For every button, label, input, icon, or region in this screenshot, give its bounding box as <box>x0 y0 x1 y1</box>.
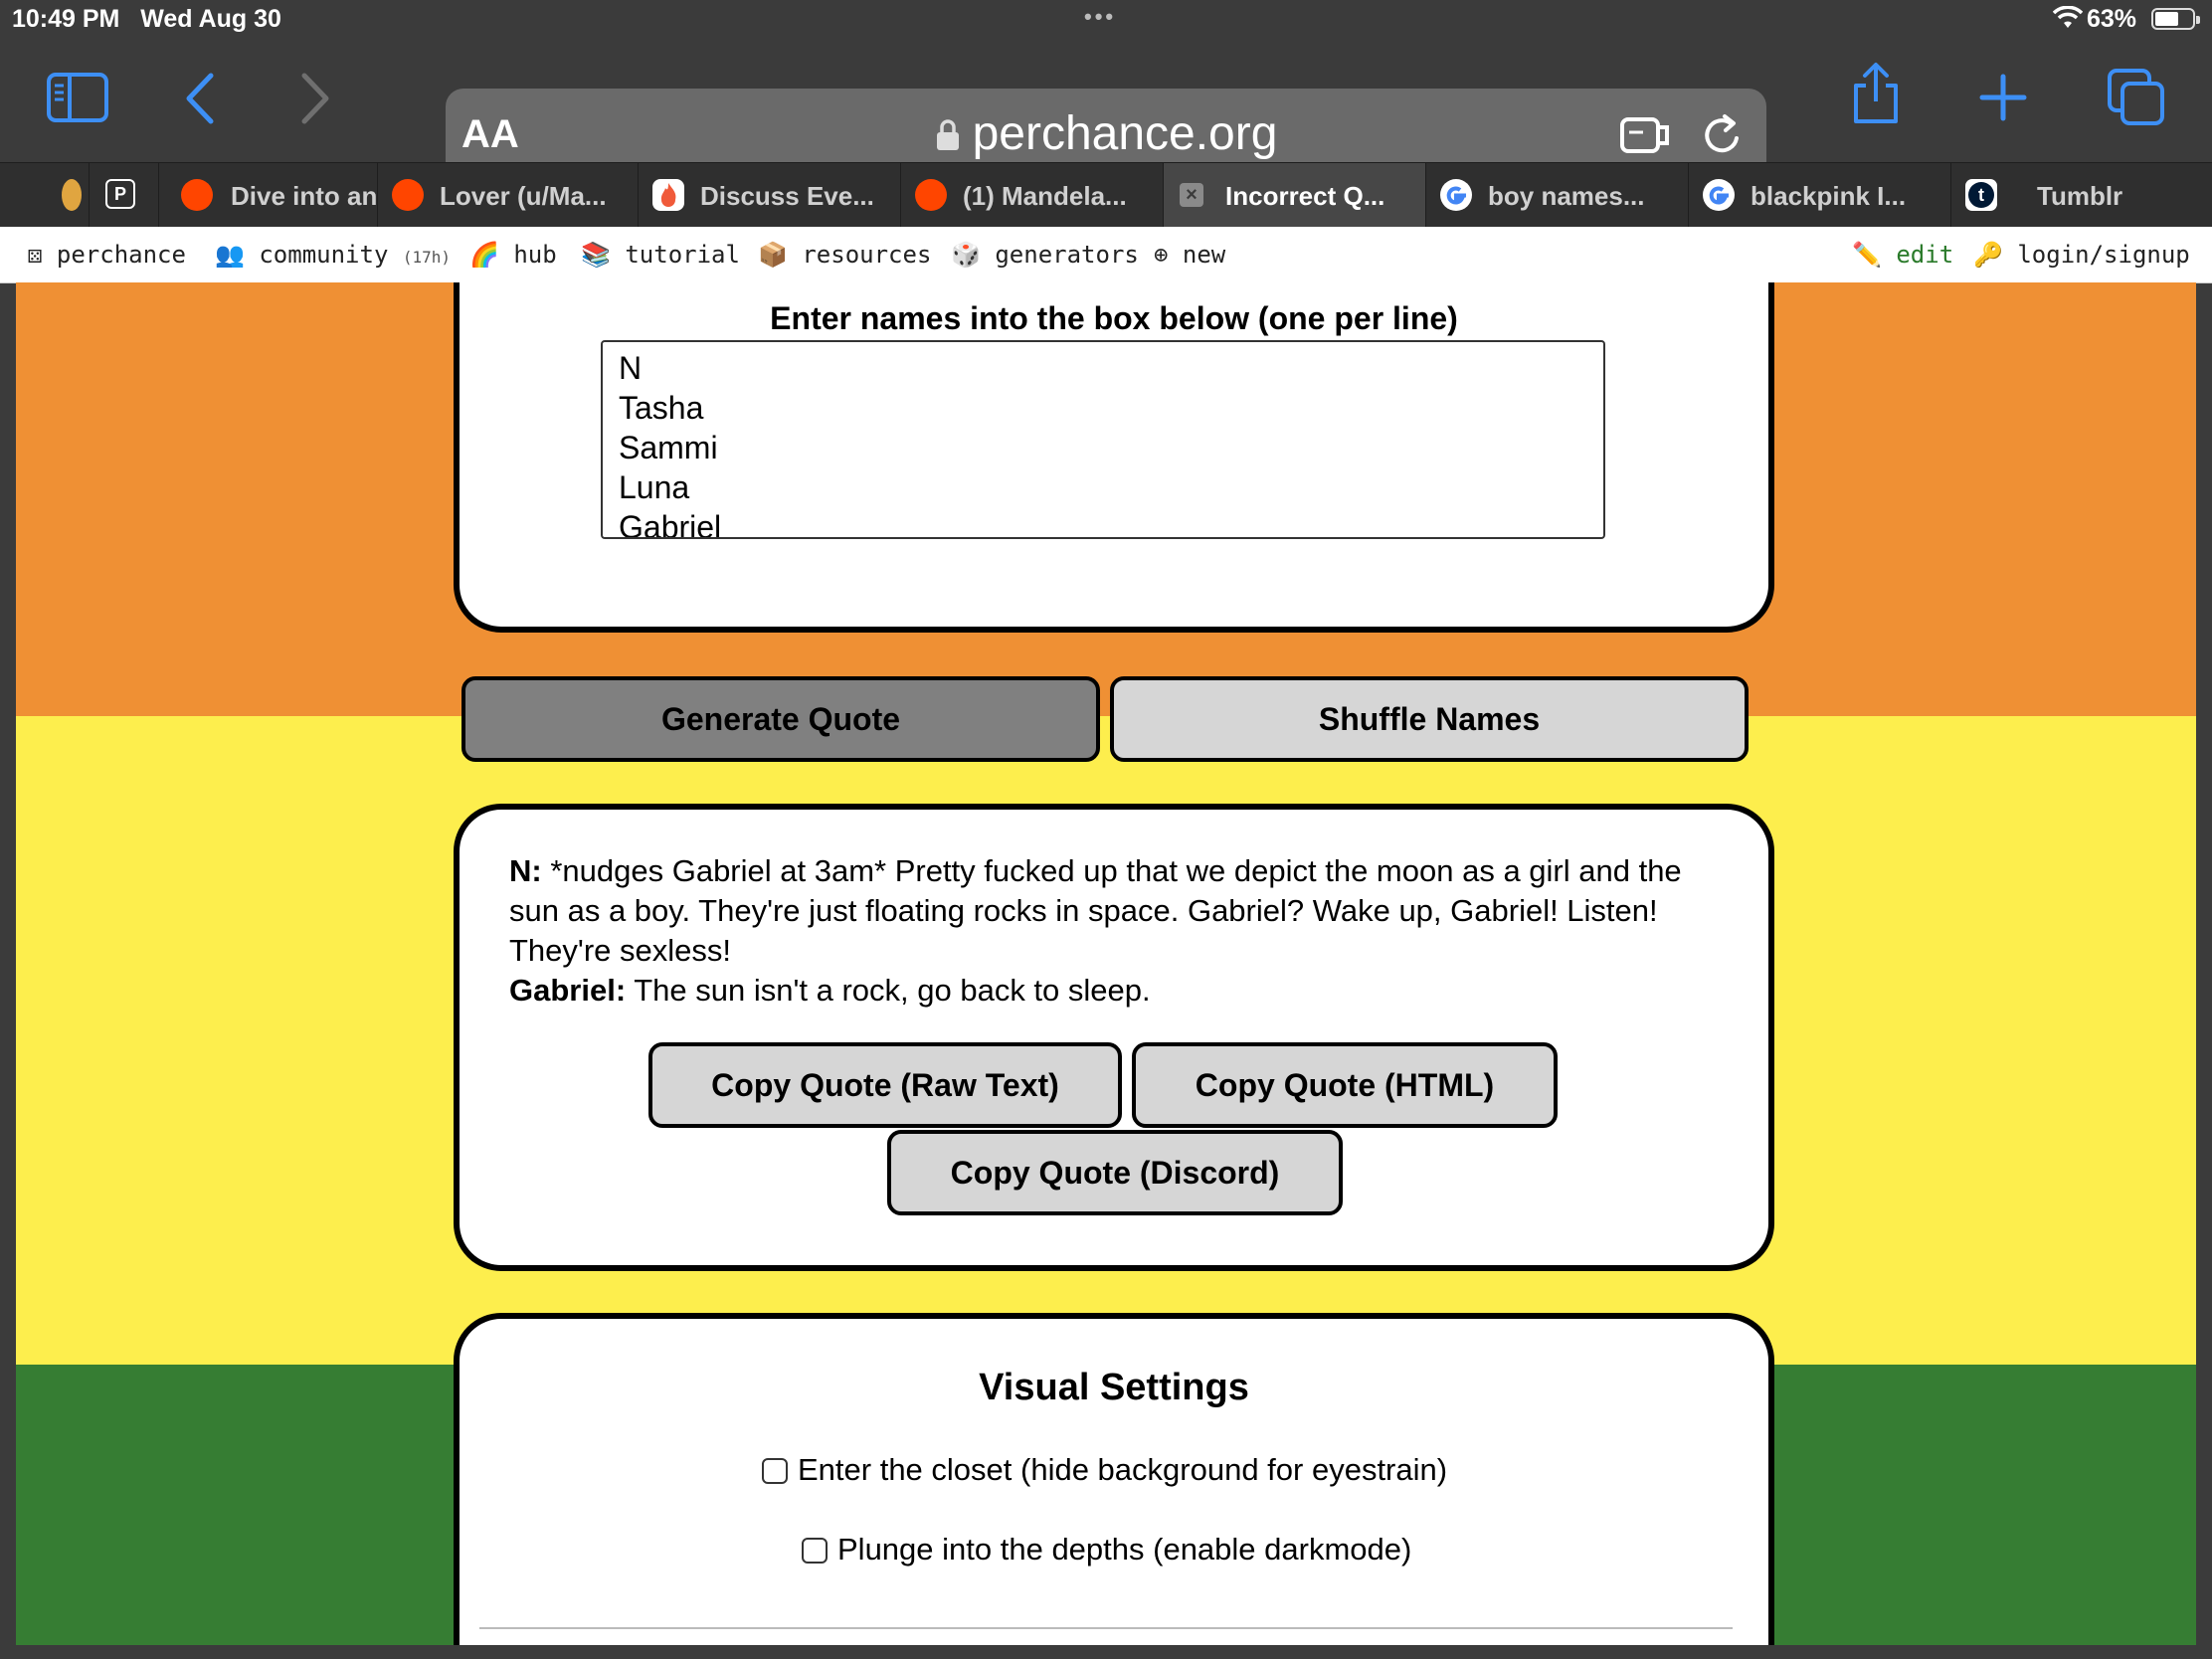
hide-background-checkbox[interactable] <box>762 1458 788 1484</box>
name-line: Luna <box>619 469 690 505</box>
die-icon: ⚄ <box>28 241 43 269</box>
plus-circle-icon: ⊕ <box>1154 241 1169 269</box>
google-icon <box>1703 179 1735 211</box>
quote-line: The sun isn't a rock, go back to sleep. <box>626 973 1151 1008</box>
fire-icon <box>652 179 684 211</box>
nav-resources[interactable]: 📦 resources <box>758 241 932 269</box>
reddit-icon <box>181 179 213 211</box>
close-icon[interactable]: × <box>1180 183 1203 207</box>
tab-4[interactable]: Discuss Eve... <box>639 163 901 228</box>
site-nav <box>0 227 2212 283</box>
pencil-icon: ✏️ <box>1852 241 1882 269</box>
extensions-icon[interactable] <box>1619 114 1673 161</box>
new-tab-icon[interactable] <box>1979 74 2027 126</box>
nav-new[interactable]: ⊕ new <box>1154 241 1226 269</box>
name-line: N <box>619 350 643 386</box>
forward-icon[interactable] <box>298 72 332 130</box>
lock-icon <box>935 109 961 164</box>
tab-6[interactable]: × Incorrect Q... <box>1164 163 1426 228</box>
names-instructions: Enter names into the box below (one per line) <box>770 300 1458 336</box>
reddit-icon <box>915 179 947 211</box>
nav-hub[interactable]: 🌈 hub <box>469 241 557 269</box>
speaker-name: N: <box>509 853 542 888</box>
reload-icon[interactable] <box>1701 112 1745 163</box>
tab-8[interactable]: blackpink I... <box>1689 163 1951 228</box>
shuffle-names-button[interactable]: Shuffle Names <box>1110 676 1749 762</box>
hide-background-option[interactable]: Enter the closet (hide background for eyestrain) <box>762 1452 1447 1488</box>
visual-settings-card <box>454 1313 1774 1645</box>
nav-login[interactable]: 🔑 login/signup <box>1973 241 2190 269</box>
name-line: Tasha <box>619 390 704 426</box>
names-card <box>454 282 1774 633</box>
rainbow-icon: 🌈 <box>469 241 499 269</box>
tab-0[interactable] <box>0 163 90 228</box>
tab-7[interactable]: boy names... <box>1426 163 1689 228</box>
divider <box>479 1627 1733 1629</box>
sidebar-icon[interactable] <box>46 72 109 128</box>
generate-quote-button[interactable]: Generate Quote <box>461 676 1100 762</box>
dark-mode-checkbox[interactable] <box>802 1538 828 1564</box>
status-bar <box>0 0 2212 40</box>
back-icon[interactable] <box>183 72 217 130</box>
people-icon: 👥 <box>215 241 245 269</box>
quote-card <box>454 804 1774 1271</box>
nav-perchance[interactable]: ⚄ perchance <box>28 241 186 269</box>
share-icon[interactable] <box>1850 62 1902 130</box>
tab-bar <box>0 162 2212 228</box>
reader-settings-button[interactable]: AA <box>461 112 519 156</box>
dark-mode-option[interactable]: Plunge into the depths (enable darkmode) <box>802 1532 1411 1567</box>
multitasking-dots-icon[interactable]: ••• <box>1084 4 1117 29</box>
quote-text <box>509 851 1733 1011</box>
dice-icon: 🎲 <box>951 241 981 269</box>
status-time: 10:49 PM Wed Aug 30 <box>12 5 281 33</box>
copy-raw-button[interactable]: Copy Quote (Raw Text) <box>648 1042 1122 1128</box>
nav-generators[interactable]: 🎲 generators <box>951 241 1139 269</box>
nav-community[interactable]: 👥 community (17h) <box>215 241 452 269</box>
tab-2[interactable]: Dive into an <box>159 163 378 228</box>
tab-overview-icon[interactable] <box>2107 68 2166 132</box>
battery-percent: 63% <box>2087 5 2137 33</box>
names-textarea[interactable] <box>601 340 1605 539</box>
copy-discord-button[interactable]: Copy Quote (Discord) <box>887 1130 1343 1215</box>
tab-5[interactable]: (1) Mandela... <box>901 163 1164 228</box>
tumblr-icon: t <box>1965 179 1997 211</box>
name-line: Sammi <box>619 430 718 465</box>
nav-tutorial[interactable]: 📚 tutorial <box>581 241 740 269</box>
reddit-icon <box>392 179 424 211</box>
page-content <box>16 282 2196 1645</box>
package-icon: 📦 <box>758 241 788 269</box>
perchance-p-icon: P <box>105 179 135 209</box>
url-host[interactable]: perchance.org <box>446 106 1766 164</box>
visual-settings-title: Visual Settings <box>979 1367 1249 1408</box>
wifi-icon <box>2053 6 2083 37</box>
browser-toolbar <box>0 40 2212 162</box>
copy-html-button[interactable]: Copy Quote (HTML) <box>1132 1042 1558 1128</box>
name-line: Gabriel <box>619 509 722 539</box>
tab-9[interactable]: t Tumblr <box>1951 163 2212 228</box>
tab-3[interactable]: Lover (u/Ma... <box>378 163 639 228</box>
google-icon <box>1440 179 1472 211</box>
quote-line: *nudges Gabriel at 3am* Pretty fucked up that we depict the moon as a girl and the sun as a boy. They're just floating rocks in space. Gabriel? Wake up, Gabriel! Listen! They're sexless! <box>509 853 1682 968</box>
books-icon: 📚 <box>581 241 611 269</box>
partial-tab-icon <box>62 179 82 211</box>
battery-icon <box>2151 8 2195 30</box>
key-icon: 🔑 <box>1973 241 2003 269</box>
nav-edit[interactable]: ✏️ edit <box>1852 241 1954 269</box>
speaker-name: Gabriel: <box>509 973 627 1008</box>
tab-1[interactable] <box>90 163 159 228</box>
